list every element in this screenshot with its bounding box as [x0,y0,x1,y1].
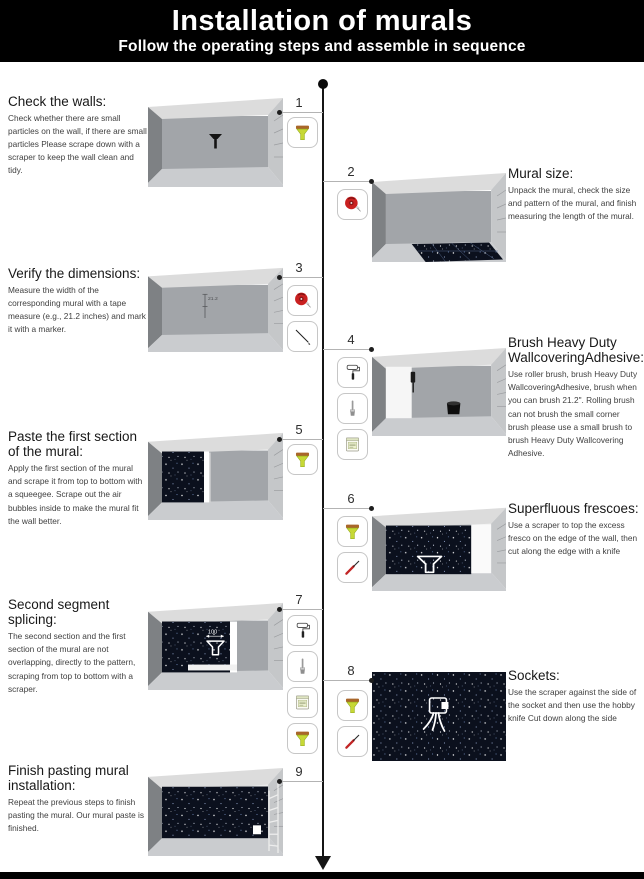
step-1-text-block [8,94,148,178]
timeline [322,84,324,858]
flat-brush-icon [337,393,368,424]
page-title: Installation of murals [171,5,473,38]
step-title: Finish pasting mural installation: [8,763,129,794]
step-image-room-second-section [148,600,283,690]
step-4-text-block [508,335,642,460]
step-number: 9 [295,764,303,779]
step-body: The second section and the first section of the mural are not overlapping, directly to the pattern, scraping from top to bottom with a scraper. [8,631,136,694]
header [0,0,644,62]
adhesive-bucket-icon [287,687,318,718]
step-connector-line [280,277,323,278]
timeline-end-arrow-icon [315,856,331,870]
roller-brush-icon [337,357,368,388]
scraper-icon [287,723,318,754]
step-number: 5 [295,422,303,437]
knife-icon [337,726,368,757]
step-connector-line [280,609,323,610]
step-title: Superfluous frescoes: [508,501,639,516]
step-connector-dot [277,779,282,784]
step-connector-line [323,181,372,182]
roller-brush-icon [287,615,318,646]
step-title: Mural size: [508,166,574,181]
step-number: 3 [295,260,303,275]
step-7-text-block [8,597,148,696]
step-connector-line [280,112,323,113]
step-8-text-block [508,668,642,725]
step-connector-dot [369,347,374,352]
step-image-room-mural-on-floor [372,170,506,262]
step-title: Check the walls: [8,94,107,109]
step-image-room-measure [148,265,283,352]
step-image-room-finished [148,765,283,856]
step-image-room-adhesive [372,345,506,436]
step-title: Paste the first section of the mural: [8,429,138,460]
step-number: 2 [347,164,355,179]
step-number: 6 [347,491,355,506]
step-connector-dot [277,275,282,280]
step-connector-dot [369,506,374,511]
step-number: 8 [347,663,355,678]
step-connector-line [323,349,372,350]
step-body: Measure the width of the corresponding mural with a tape measure (e.g., 21.2 inches) and mark it with a marker. [8,285,146,335]
page-subtitle: Follow the operating steps and assemble in sequence [118,37,526,55]
step-title: Sockets: [508,668,560,683]
step-number: 1 [295,95,303,110]
step-connector-dot [277,110,282,115]
knife-icon [337,552,368,583]
step-title: Brush Heavy Duty WallcoveringAdhesive: [508,335,644,366]
step-connector-line [323,508,372,509]
step-number: 4 [347,332,355,347]
marker-icon [287,321,318,352]
measurement-label: 21.2 [208,297,218,302]
step-image-room-trim-excess [372,505,506,591]
step-connector-line [323,680,372,681]
step-connector-dot [277,437,282,442]
step-connector-dot [369,678,374,683]
scraper-icon [337,516,368,547]
step-image-room-first-section [148,430,283,520]
step-body: Apply the first section of the mural and scrape it from top to bottom with a squeegee. Scrape out the air bubbles inside to make the mural fit the wall better. [8,463,143,526]
step-image-empty-room-scraper [148,95,283,187]
step-body: Check whether there are small particles on the wall, if there are small particles Please scrape down with a scraper to keep the wall clean and tidy. [8,113,147,176]
step-2-text-block [508,166,642,223]
step-title: Second segment splicing: [8,597,110,628]
step-5-text-block [8,429,148,528]
step-body: Repeat the previous steps to finish pasting the mural. Our mural paste is finished. [8,797,145,834]
step-body: Use the scraper against the side of the socket and then use the hobby knife Cut down along the side [508,687,637,724]
tape-measure-icon [337,189,368,220]
footer-bar [0,872,644,879]
step-connector-dot [369,179,374,184]
step-body: Use roller brush, brush Heavy Duty WallcoveringAdhesive, brush when you can brush 21.2". Rolling brush can not brush the small corner brush please use a small brush to brush Heavy Duty Wallcovering Adhesive. [508,369,638,458]
step-3-text-block [8,266,148,336]
step-connector-dot [277,607,282,612]
step-9-text-block [8,763,148,836]
step-connector-line [280,439,323,440]
measurement-label: 100 [208,629,218,636]
step-6-text-block [508,501,642,558]
scraper-icon [287,117,318,148]
step-body: Use a scraper to top the excess fresco on the edge of the wall, then cut along the edge with a knife [508,520,638,557]
step-image-mural-socket-cutout [372,672,506,761]
adhesive-bucket-icon [337,429,368,460]
scraper-icon [287,444,318,475]
scraper-icon [337,690,368,721]
step-body: Unpack the mural, check the size and pattern of the mural, and finish measuring the length of the mural. [508,185,637,222]
flat-brush-icon [287,651,318,682]
timeline-start-dot [318,79,328,89]
step-number: 7 [295,592,303,607]
tape-measure-icon [287,285,318,316]
step-title: Verify the dimensions: [8,266,141,281]
step-connector-line [280,781,323,782]
